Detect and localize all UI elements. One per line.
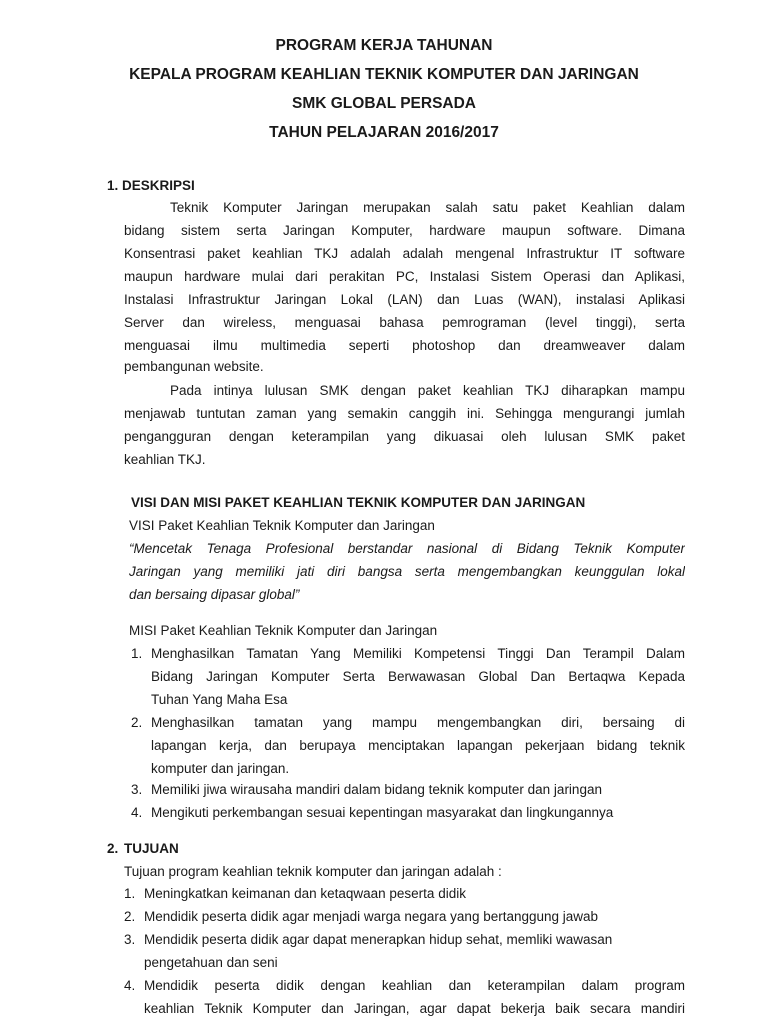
misi-item-line: Memiliki jiwa wirausaha mandiri dalam bidang teknik komputer dan jaringan (151, 782, 602, 797)
paragraph-line: Konsentrasi paket keahlian TKJ adalah adalah mengenal Infrastruktur IT software (124, 246, 685, 261)
paragraph-line: pengangguran dengan keterampilan yang dikuasai oleh lulusan SMK paket (124, 429, 685, 444)
list-item-number: 3. (131, 782, 143, 797)
list-item-number: 1. (124, 886, 136, 901)
paragraph-line: bidang sistem serta Jaringan Komputer, hardware maupun software. Dimana (124, 223, 685, 238)
paragraph-line: Instalasi Infrastruktur Jaringan Lokal (LAN) dan Luas (WAN), instalasi Aplikasi (124, 292, 685, 307)
visi-quote-line: dan bersaing dipasar global” (129, 587, 300, 602)
misi-item-line: Bidang Jaringan Komputer Serta Berwawasan Global Dan Bertaqwa Kepada (151, 669, 685, 684)
paragraph-line: Server dan wireless, menguasai bahasa pemrograman (level tinggi), serta (124, 315, 685, 330)
section-number-tujuan: 2. (107, 841, 119, 856)
list-item-number: 3. (124, 932, 136, 947)
doc-title: PROGRAM KERJA TAHUNAN (275, 37, 493, 54)
paragraph-line: pembangunan website. (124, 359, 264, 374)
list-item-number: 4. (131, 805, 143, 820)
misi-item-line: lapangan kerja, dan berupaya menciptakan lapangan pekerjaan bidang teknik (151, 738, 685, 753)
section-heading-deskripsi: 1. DESKRIPSI (107, 178, 195, 193)
misi-item-line: Mengikuti perkembangan sesuai kepentingan masyarakat dan lingkungannya (151, 805, 614, 820)
doc-subtitle-program: KEPALA PROGRAM KEAHLIAN TEKNIK KOMPUTER DAN JARINGAN (129, 66, 639, 83)
doc-subtitle-school: SMK GLOBAL PERSADA (291, 95, 476, 112)
tujuan-item-line: Meningkatkan keimanan dan ketaqwaan peserta didik (144, 886, 466, 901)
misi-label: MISI Paket Keahlian Teknik Komputer dan Jaringan (129, 623, 438, 638)
list-item-number: 2. (124, 909, 136, 924)
tujuan-item-line: keahlian Teknik Komputer dan Jaringan, agar dapat bekerja baik secara mandiri (144, 1001, 685, 1016)
misi-item-line: Menghasilkan Tamatan Yang Memiliki Kompetensi Tinggi Dan Terampil Dalam (151, 646, 685, 661)
tujuan-item-line: Mendidik peserta didik agar menjadi warga negara yang bertanggung jawab (144, 909, 599, 924)
tujuan-item-line: Mendidik peserta didik dengan keahlian dan keterampilan dalam program (144, 978, 685, 993)
paragraph-line: menguasai ilmu multimedia seperti photoshop dan dreamweaver dalam (124, 338, 685, 353)
visi-label: VISI Paket Keahlian Teknik Komputer dan Jaringan (129, 518, 435, 533)
tujuan-item-line: Mendidik peserta didik agar dapat menerapkan hidup sehat, memliki wawasan (144, 932, 613, 947)
paragraph-line: keahlian TKJ. (124, 452, 206, 467)
visi-misi-heading: VISI DAN MISI PAKET KEAHLIAN TEKNIK KOMPUTER DAN JARINGAN (131, 495, 586, 510)
list-item-number: 1. (131, 646, 143, 661)
list-item-number: 2. (131, 715, 143, 730)
paragraph-line: menjawab tuntutan zaman yang semakin canggih ini. Sehingga mengurangi jumlah (124, 406, 685, 421)
section-heading-tujuan: TUJUAN (124, 841, 179, 856)
visi-quote-line: “Mencetak Tenaga Profesional berstandar nasional di Bidang Teknik Komputer (129, 541, 685, 556)
misi-item-line: Tuhan Yang Maha Esa (151, 692, 288, 707)
doc-subtitle-year: TAHUN PELAJARAN 2016/2017 (269, 124, 499, 141)
paragraph-line: Teknik Komputer Jaringan merupakan salah satu paket Keahlian dalam (170, 200, 685, 215)
tujuan-item-line: pengetahuan dan seni (144, 955, 278, 970)
paragraph-line: maupun hardware mulai dari perakitan PC, Instalasi Sistem Operasi dan Aplikasi, (124, 269, 685, 284)
list-item-number: 4. (124, 978, 136, 993)
visi-quote-line: Jaringan yang memiliki jati diri bangsa serta mengembangkan keunggulan lokal (129, 564, 685, 579)
tujuan-intro: Tujuan program keahlian teknik komputer dan jaringan adalah : (124, 864, 502, 879)
misi-item-line: Menghasilkan tamatan yang mampu mengembangkan diri, bersaing di (151, 715, 685, 730)
paragraph-line: Pada intinya lulusan SMK dengan paket keahlian TKJ diharapkan mampu (170, 383, 685, 398)
misi-item-line: komputer dan jaringan. (151, 761, 290, 776)
